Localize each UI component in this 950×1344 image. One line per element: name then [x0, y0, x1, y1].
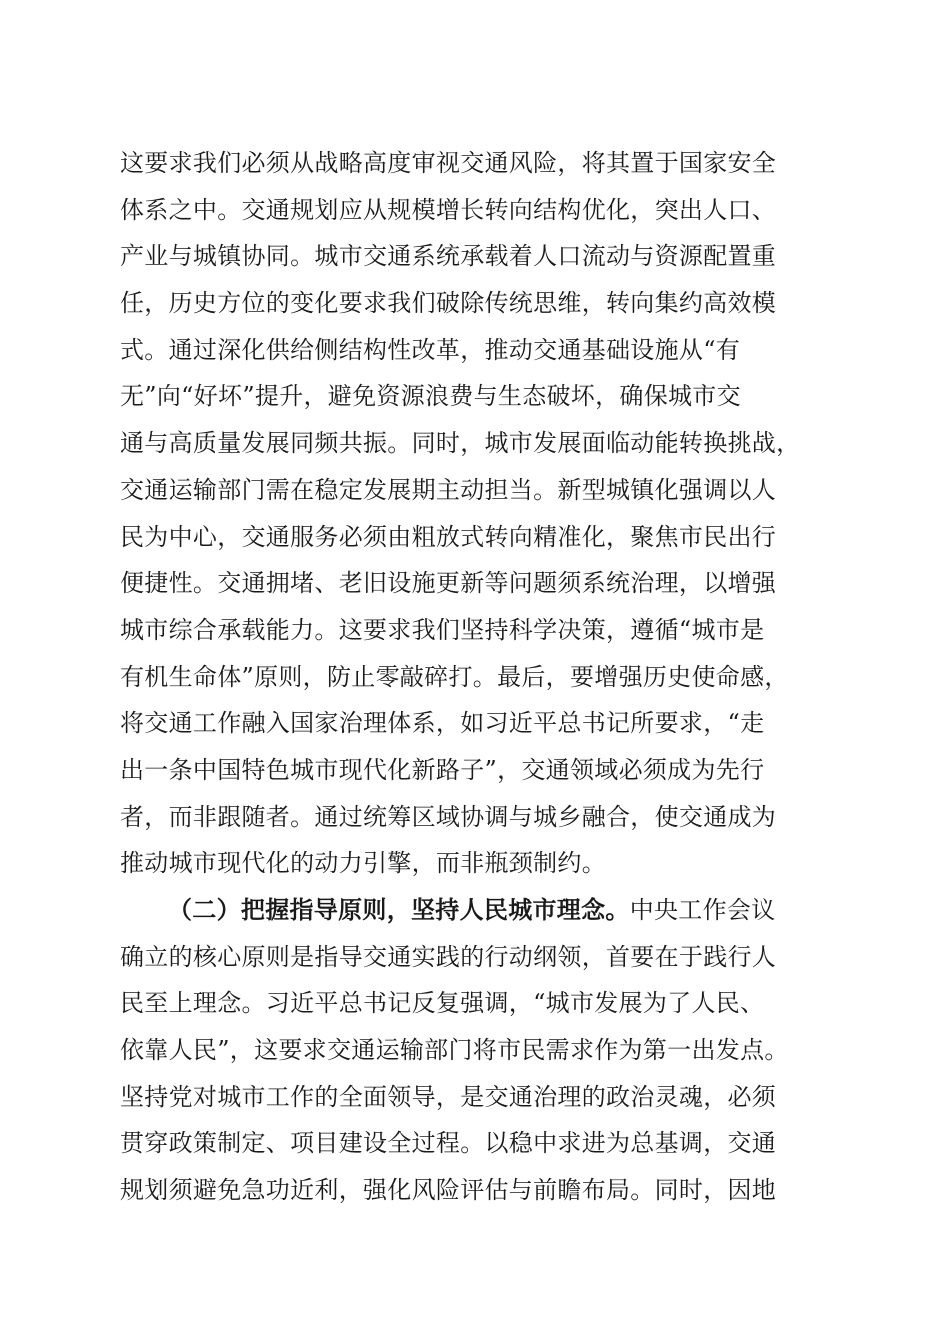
text-line: 者，而非跟随者。通过统筹区域协调与城乡融合，使交通成为	[120, 802, 777, 831]
text-line: 有机生命体”原则，防止零敲碎打。最后，要增强历史使命感，	[120, 662, 789, 691]
text-line: 体系之中。交通规划应从规模增长转向结构优化，突出人口、	[120, 195, 777, 224]
paragraph-2	[120, 887, 840, 1214]
text-line: 出一条中国特色城市现代化新路子”，交通领域必须成为先行	[120, 755, 765, 784]
text-line: 任，历史方位的变化要求我们破除传统思维，转向集约高效模	[120, 289, 777, 318]
document-body	[120, 140, 840, 1214]
text-fragment: 中央工作会议	[629, 896, 776, 924]
text-line: 通与高质量发展同频共振。同时，城市发展面临动能转换挑战，	[120, 429, 801, 458]
text-line: 确立的核心原则是指导交通实践的行动纲领，首要在于践行人	[120, 942, 777, 971]
section-heading: （二）把握指导原则，坚持人民城市理念。	[168, 895, 630, 924]
text-line: 推动城市现代化的动力引擎，而非瓶颈制约。	[120, 849, 606, 878]
text-line: 将交通工作融入国家治理体系，如习近平总书记所要求，“走	[120, 709, 765, 738]
text-line: 依靠人民”，这要求交通运输部门将市民需求作为第一出发点。	[120, 1036, 789, 1065]
text-line: 无”向“好坏”提升，避免资源浪费与生态破坏，确保城市交	[120, 382, 741, 411]
paragraph-2-first-line	[120, 887, 840, 934]
text-line: 交通运输部门需在稳定发展期主动担当。新型城镇化强调以人	[120, 475, 777, 504]
text-line: 民为中心，交通服务必须由粗放式转向精准化，聚焦市民出行	[120, 522, 777, 551]
text-line: 城市综合承载能力。这要求我们坚持科学决策，遵循“城市是	[120, 615, 765, 644]
text-line: 式。通过深化供给侧结构性改革，推动交通基础设施从“有	[120, 335, 741, 364]
text-line: 贯穿政策制定、项目建设全过程。以稳中求进为总基调，交通	[120, 1129, 777, 1158]
paragraph-1	[120, 140, 840, 887]
text-line: 产业与城镇协同。城市交通系统承载着人口流动与资源配置重	[120, 242, 777, 271]
text-line: 规划须避免急功近利，强化风险评估与前瞻布局。同时，因地	[120, 1176, 777, 1205]
text-line: 这要求我们必须从战略高度审视交通风险，将其置于国家安全	[120, 149, 777, 177]
text-line: 坚持党对城市工作的全面领导，是交通治理的政治灵魂，必须	[120, 1082, 777, 1111]
text-line: 民至上理念。习近平总书记反复强调，“城市发展为了人民、	[120, 989, 765, 1018]
text-line: 便捷性。交通拥堵、老旧设施更新等问题须系统治理，以增强	[120, 569, 777, 598]
